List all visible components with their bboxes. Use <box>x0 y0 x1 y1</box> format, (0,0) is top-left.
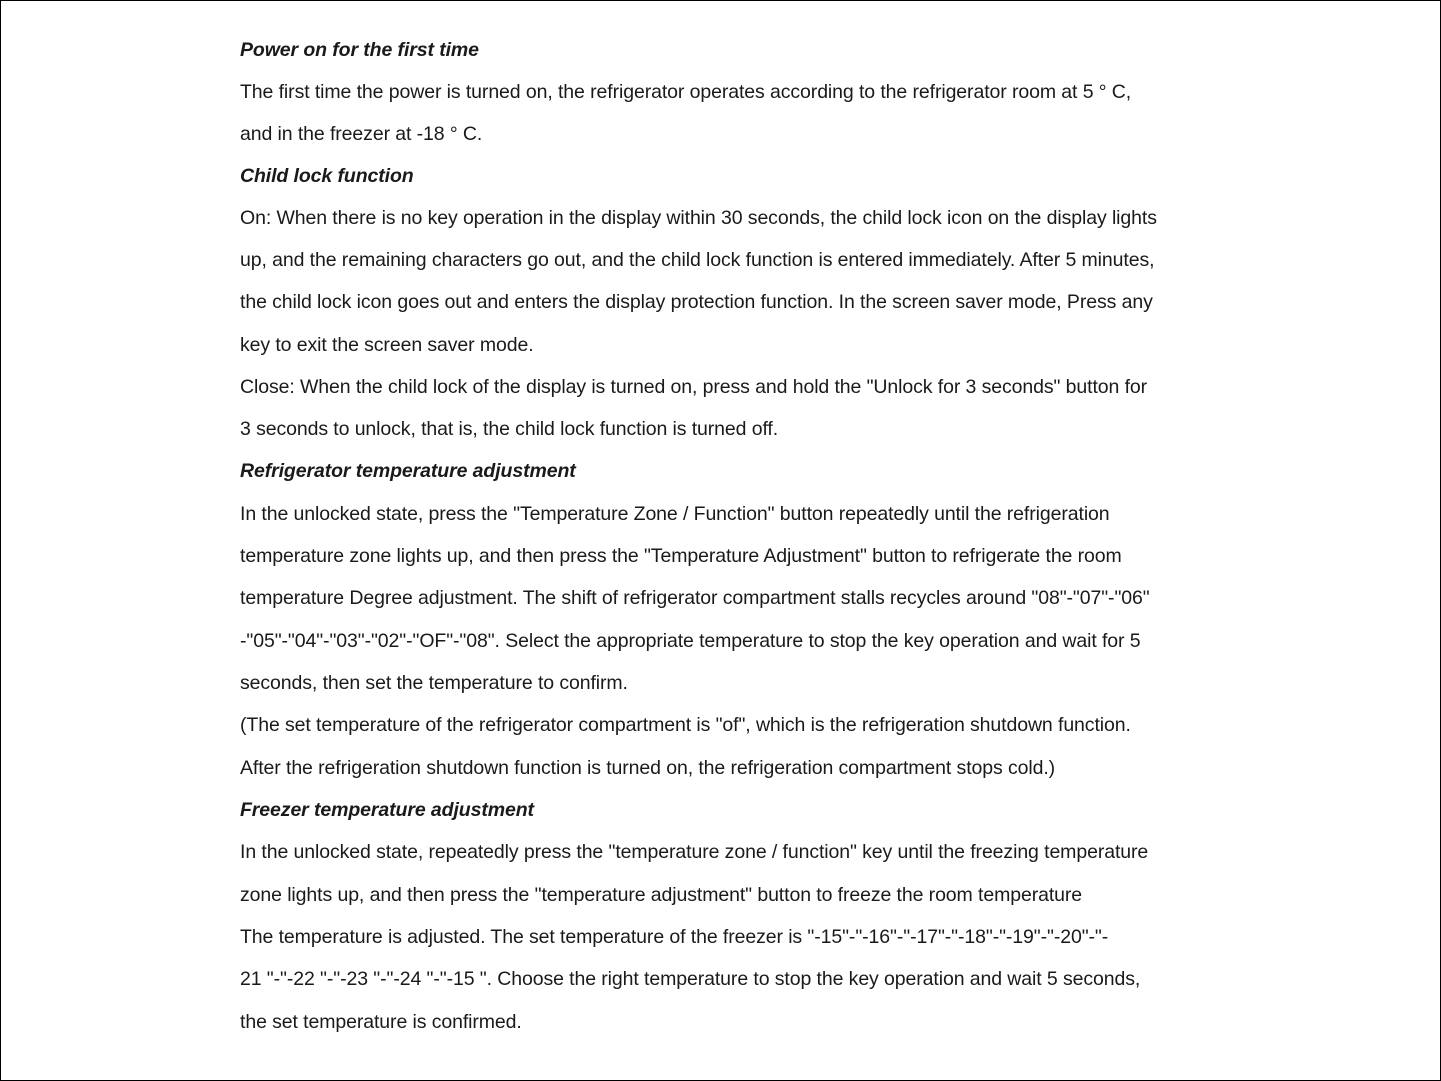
paragraph-line: Close: When the child lock of the display is turned on, press and hold the "Unlock for 3 seconds" button for <box>240 376 1148 398</box>
paragraph-line: and in the freezer at -18 ° C. <box>240 123 483 145</box>
paragraph-line: seconds, then set the temperature to confirm. <box>240 672 628 694</box>
paragraph-line: zone lights up, and then press the "temperature adjustment" button to freeze the room temperature <box>240 884 1083 906</box>
paragraph-line: the child lock icon goes out and enters the display protection function. In the screen saver mode, Press any <box>240 291 1153 313</box>
paragraph-line: The temperature is adjusted. The set temperature of the freezer is "-15"-"-16"-"-17"-"-18"-"-19"-"-20"-"- <box>240 926 1109 948</box>
paragraph-line: 21 "-"-22 "-"-23 "-"-24 "-"-15 ". Choose the right temperature to stop the key operation and wait 5 seconds, <box>240 968 1141 990</box>
section-heading-refrigerator-temperature: Refrigerator temperature adjustment <box>240 460 576 482</box>
paragraph-line: key to exit the screen saver mode. <box>240 334 534 356</box>
paragraph-line: -"05"-"04"-"03"-"02"-"OF"-"08". Select the appropriate temperature to stop the key operation and wait for 5 <box>240 630 1141 652</box>
paragraph-line: 3 seconds to unlock, that is, the child lock function is turned off. <box>240 418 779 440</box>
section-heading-child-lock: Child lock function <box>240 165 414 187</box>
paragraph-line: temperature zone lights up, and then press the "Temperature Adjustment" button to refrigerate the room <box>240 545 1122 567</box>
paragraph-line: The first time the power is turned on, the refrigerator operates according to the refrigerator room at 5 ° C, <box>240 81 1132 103</box>
section-heading-power-on: Power on for the first time <box>240 39 479 61</box>
paragraph-line: In the unlocked state, press the "Temperature Zone / Function" button repeatedly until the refrigeration <box>240 503 1110 525</box>
paragraph-line: up, and the remaining characters go out, and the child lock function is entered immediately. After 5 minutes, <box>240 249 1155 271</box>
paragraph-line: (The set temperature of the refrigerator compartment is "of", which is the refrigeration shutdown function. <box>240 714 1131 736</box>
paragraph-line: the set temperature is confirmed. <box>240 1011 522 1033</box>
paragraph-line: In the unlocked state, repeatedly press the "temperature zone / function" key until the freezing temperature <box>240 841 1149 863</box>
section-heading-freezer-temperature: Freezer temperature adjustment <box>240 799 534 821</box>
paragraph-line: temperature Degree adjustment. The shift of refrigerator compartment stalls recycles around "08"-"07"-"06" <box>240 587 1150 609</box>
paragraph-line: On: When there is no key operation in the display within 30 seconds, the child lock icon on the display lights <box>240 207 1157 229</box>
paragraph-line: After the refrigeration shutdown function is turned on, the refrigeration compartment stops cold.) <box>240 757 1056 779</box>
